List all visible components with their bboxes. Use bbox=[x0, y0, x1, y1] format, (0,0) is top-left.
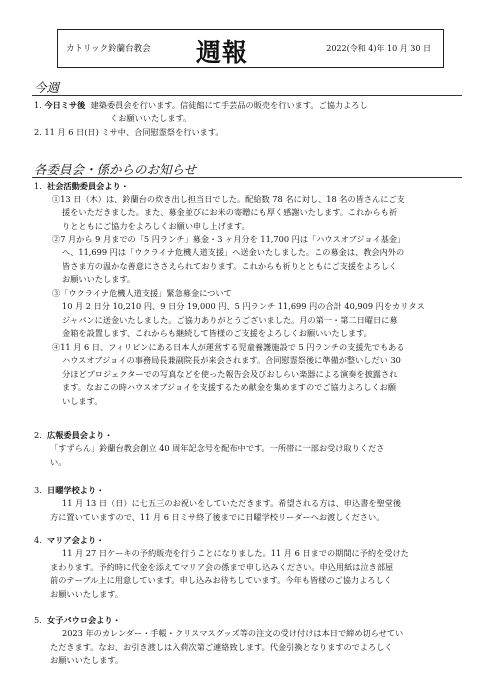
section-number: 4. bbox=[34, 535, 42, 545]
text-line: ジャパンに送金いたしました。ご協力ありがとうございました。月の第一・第二日曜日に募 bbox=[62, 314, 398, 325]
section-title: 社会活動委員会より・ bbox=[47, 181, 129, 191]
text-line: いします。 bbox=[62, 395, 103, 406]
news-underline bbox=[32, 177, 462, 178]
text-line: ①13 日（木）は、鈴蘭台の炊き出し担当日でした。配給数 78 名に対し、18 名の皆さんにご支 bbox=[52, 194, 405, 204]
item-text: 11 月 6 日(日) ミサ中、合同慰霊祭を行います。 bbox=[44, 127, 224, 137]
this-week-item-2 bbox=[34, 126, 464, 139]
text-line: まわります。予約時に代金を添えてマリア会の係まで申し込みください。申込用紙は泣き部屋 bbox=[50, 561, 394, 572]
item-number: 1. bbox=[34, 100, 42, 110]
text-line: 11 月 13 日（日）に七五三のお祝いをしていただきます。希望される方は、申込書を聖堂後 bbox=[62, 498, 402, 509]
section-number: 3. bbox=[34, 485, 42, 495]
text-line: お願いいたします。 bbox=[62, 274, 136, 285]
text-line: ②7 月から 9 月までの「5 円ランチ」募金・3 ヶ月分を 11,700 円は「ハウスオブジョイ基金」 bbox=[52, 234, 406, 244]
text-line: 10 月 2 日分 10,210 円、9 日分 19,000 円、5 円ランチ 11,699 円の合計 40,909 円をカリタス bbox=[62, 301, 425, 312]
section-number: 5. bbox=[34, 615, 42, 625]
text-line: 前のテーブル上に用意しています。申し込みお待ちしています。今年も皆様のご協力よろしく bbox=[50, 575, 392, 586]
section-1-item-4 bbox=[52, 341, 478, 408]
header-box bbox=[57, 29, 444, 68]
this-week-underline bbox=[32, 95, 462, 96]
text-line: 「すずらん」鈴蘭台教会創立 40 周年記念号を配布中です。一所帯に一部お受け取りくださ bbox=[50, 443, 385, 454]
bulletin-title: 週報 bbox=[196, 38, 249, 67]
item-text: 建築委員会を行います。信徒館にて手芸品の販売を行います。ご協力よろし bbox=[90, 100, 368, 110]
section-number: 1. bbox=[34, 181, 42, 191]
section-1-item-3 bbox=[52, 287, 478, 341]
section-5 bbox=[34, 614, 474, 668]
item-number: 2. bbox=[34, 127, 42, 137]
church-name: カトリック鈴蘭台教会 bbox=[66, 44, 151, 54]
text-line: 分ほどプロジェクターでの写真などを使った報告会及びおしらい楽器による演奏を披露され bbox=[62, 368, 398, 379]
text-line: りとともにご協力をよろしくお願い申し上げます。 bbox=[62, 220, 250, 231]
text-line: お願いいたします。 bbox=[50, 588, 124, 599]
item-text-cont: くお願いいたします。 bbox=[110, 113, 192, 124]
text-line: 金箱を設置します、これからも継続して皆様のご支援をよろしくお願いいたします。 bbox=[62, 328, 372, 339]
text-line: ます。なおこの時ハウスオブジョイを支援するため献金を集めますのでご協力よろしくお願 bbox=[62, 382, 397, 393]
section-1-item-1 bbox=[52, 193, 478, 233]
this-week-item-1 bbox=[34, 99, 464, 126]
news-heading: 各委員会・係からのお知らせ bbox=[34, 162, 197, 177]
text-line: ③「ウクライナ危機人道支援」緊急募金について bbox=[52, 288, 232, 298]
section-title: マリア会より・ bbox=[47, 535, 105, 545]
text-line: 援をいただきました。また、募金並びにお米の寄贈にも厚く感謝いたします。これからも祈 bbox=[62, 207, 398, 218]
bulletin-date: 2022(令和 4)年 10 月 30 日 bbox=[326, 44, 431, 53]
text-line: ハウスオブジョイの事務局長兼副院長が来会されます。合同慰霊祭後に準備が整いしだい 30 bbox=[62, 355, 401, 366]
section-title: 日曜学校より・ bbox=[47, 485, 105, 495]
text-line: ただきます。なお、お引き渡しは入荷次第ご連絡致します。代金引換となりますのでよろしく bbox=[50, 641, 393, 652]
text-line: 11 月 27 日ケーキの予約販売を行うことになりました。11 月 6 日までの期間に予約を受けた bbox=[62, 548, 409, 559]
section-1 bbox=[34, 180, 474, 193]
text-line: 皆さま方の温かな善意にささえられております。これからも祈りとともにご支援をよろしく bbox=[62, 260, 398, 271]
section-3 bbox=[34, 484, 474, 524]
text-line: ④11 月 6 日、フィリピンにある日本人が運営する児童養護施設で 5 円ランチの支援先でもある bbox=[52, 342, 405, 352]
text-line: 方に置いていますので、11 月 6 日ミサ終了後までに日曜学校リーダーへお渡しください。 bbox=[50, 511, 385, 522]
this-week-heading: 今週 bbox=[34, 80, 60, 95]
item-label: 今日ミサ後 bbox=[44, 100, 86, 110]
section-number: 2. bbox=[34, 430, 42, 440]
section-4 bbox=[34, 534, 474, 601]
section-title: 女子パウロ会より・ bbox=[47, 615, 121, 625]
text-line: へ、11,699 円は「ウクライナ危機人道支援」へ送金いたしました。この募金は、教会内外の bbox=[62, 247, 405, 258]
section-1-item-2 bbox=[52, 233, 478, 287]
section-2 bbox=[34, 429, 474, 469]
text-line: 2023 年のカレンダー・手帳・クリスマスグッズ等の注文の受け付けは本日で締め切らせてい bbox=[62, 628, 404, 639]
section-title: 広報委員会より・ bbox=[47, 430, 113, 440]
text-line: い。 bbox=[50, 456, 67, 467]
text-line: お願いいたします。 bbox=[50, 655, 124, 666]
